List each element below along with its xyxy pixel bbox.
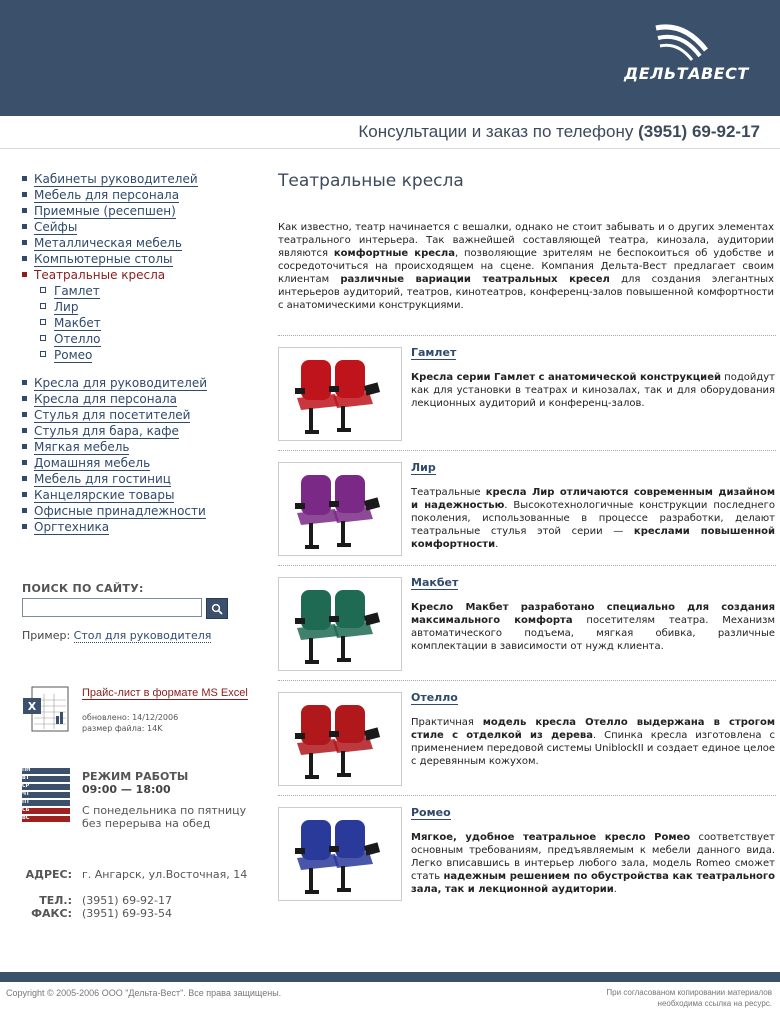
bullet-icon	[22, 176, 27, 181]
weekday-label: ВС	[22, 815, 30, 821]
product-card	[278, 347, 776, 447]
nav-link[interactable]: Кресла для персонала	[34, 392, 177, 406]
nav-link[interactable]: Металлическая мебель	[34, 236, 182, 250]
weekday-label: СБ	[22, 807, 30, 813]
footer-note-line2: необходима ссылка на ресурс.	[657, 999, 772, 1008]
week-calendar-icon	[22, 768, 70, 824]
copyright: Copyright © 2005-2006 ООО "Дельта-Вест". Все права защищены.	[6, 988, 282, 998]
nav-item[interactable]	[22, 423, 252, 439]
product-description	[411, 601, 775, 653]
footer-bar	[0, 972, 780, 982]
search-example-link[interactable]: Стол для руководителя	[73, 629, 212, 642]
bullet-icon	[22, 524, 27, 529]
nav-item[interactable]	[22, 471, 252, 487]
text-segment: модель кресла Отелло выдержана в строгом стиле с отделкой из дерева	[411, 717, 775, 741]
nav-link[interactable]: Стулья для бара, кафе	[34, 424, 179, 438]
bullet-icon	[22, 256, 27, 261]
search-example	[22, 629, 211, 642]
product-description	[411, 831, 775, 896]
text-segment: посетителям театра. Механизм автоматического подъема, мягкая обивка, различные комплектации в зависимости от нужд клиента.	[411, 615, 775, 652]
nav-item[interactable]	[22, 375, 252, 391]
logo-text: ДЕЛЬТАВЕСТ	[624, 64, 749, 83]
product-image[interactable]	[278, 692, 402, 786]
nav-item[interactable]	[22, 283, 252, 299]
nav-link[interactable]: Приемные (ресепшен)	[34, 204, 176, 218]
nav-group-primary	[22, 171, 252, 283]
text-segment: для создания элегантных интерьеров аудиторий, театров, кинотеатров, конференц-залов повышенной комфортности с анатомическими конструкциями.	[278, 274, 774, 311]
nav-link[interactable]: Гамлет	[54, 284, 100, 298]
bullet-icon	[22, 396, 27, 401]
nav-item[interactable]	[22, 219, 252, 235]
nav-link[interactable]: Лир	[54, 300, 79, 314]
price-list-link[interactable]: Прайс-лист в формате MS Excel	[82, 687, 248, 699]
bullet-icon	[40, 319, 46, 325]
product-description	[411, 371, 775, 410]
hours-title: РЕЖИМ РАБОТЫ	[82, 770, 189, 783]
nav-item[interactable]	[22, 203, 252, 219]
nav-link[interactable]: Компьютерные столы	[34, 252, 173, 266]
text-segment: Кресла серии Гамлет с анатомической конструкцией	[411, 372, 721, 383]
nav-item[interactable]	[22, 519, 252, 535]
text-segment: различные вариации театральных кресел	[340, 274, 610, 285]
nav-link[interactable]: Сейфы	[34, 220, 78, 234]
text-segment: Кресло Макбет разработано специально для создания максимального комфорта	[411, 602, 775, 626]
dotted-divider	[278, 795, 776, 796]
product-name-link[interactable]: Макбет	[411, 576, 459, 589]
tel-value: (3951) 69-92-17	[82, 894, 173, 907]
text-segment: Театральные	[411, 487, 486, 498]
nav-link[interactable]: Оргтехника	[34, 520, 110, 534]
weekday-bar	[22, 808, 70, 814]
text-segment: . Спинка кресла изготовлена с применением передовой системы UniblockII и создает единое целое с деревянным кожухом.	[411, 730, 775, 767]
text-segment: кресла Лир отличаются современным дизайном и надежностью	[411, 487, 775, 511]
nav-item[interactable]	[22, 299, 252, 315]
nav-link[interactable]: Театральные кресла	[34, 268, 166, 282]
weekday-label: ПТ	[22, 799, 30, 805]
product-description	[411, 716, 775, 768]
theater-chair-image	[279, 693, 401, 785]
text-segment: .	[495, 539, 499, 550]
hours-note: С понедельника по пятницу без перерыва на обед	[82, 804, 247, 830]
address-value: г. Ангарск, ул.Восточная, 14	[82, 868, 248, 881]
bullet-icon	[22, 460, 27, 465]
dotted-divider	[278, 680, 776, 681]
weekday-label: ВТ	[22, 775, 30, 781]
nav-item[interactable]	[22, 267, 252, 283]
nav-link[interactable]: Кресла для руководителей	[34, 376, 207, 390]
bullet-icon	[22, 492, 27, 497]
address-label: АДРЕС:	[25, 868, 72, 881]
search-input[interactable]	[22, 598, 202, 617]
weekday-bar	[22, 784, 70, 790]
nav-link[interactable]: Кабинеты руководителей	[34, 172, 198, 186]
nav-item[interactable]	[22, 503, 252, 519]
nav-item[interactable]	[22, 439, 252, 455]
bullet-icon	[22, 380, 27, 385]
phone-line	[358, 122, 760, 142]
bullet-icon	[22, 428, 27, 433]
search-example-label: Пример:	[22, 629, 71, 642]
nav-item[interactable]	[22, 331, 252, 347]
bullet-icon	[22, 476, 27, 481]
nav-link[interactable]: Стулья для посетителей	[34, 408, 191, 422]
svg-text:X: X	[27, 700, 37, 713]
bullet-icon	[22, 208, 27, 213]
product-name-link[interactable]: Гамлет	[411, 346, 457, 359]
nav-link[interactable]: Офисные принадлежности	[34, 504, 206, 518]
nav-link[interactable]: Мягкая мебель	[34, 440, 130, 454]
nav-item[interactable]	[22, 455, 252, 471]
product-name-link[interactable]: Ромео	[411, 806, 451, 819]
theater-chair-image	[279, 808, 401, 900]
weekday-bar	[22, 800, 70, 806]
product-card	[278, 577, 776, 677]
product-image[interactable]	[278, 462, 402, 556]
bullet-icon	[22, 192, 27, 197]
text-segment: соответствует основным требованиям, предъявляемым к мебели данного вида. Легко вписавшись в интерьер любого зала, модель Romeo сможет стать	[411, 832, 775, 882]
bullet-icon	[40, 303, 46, 309]
nav-submenu	[22, 283, 252, 363]
weekday-label: ЧТ	[22, 791, 30, 797]
theater-chair-image	[279, 578, 401, 670]
text-segment: Практичная	[411, 717, 483, 728]
bullet-icon	[22, 508, 27, 513]
text-segment: Мягкое, удобное театральное кресло Ромео	[411, 832, 691, 843]
tel-label: ТЕЛ.:	[39, 894, 72, 907]
nav-link[interactable]: Домашняя мебель	[34, 456, 151, 470]
theater-chair-image	[279, 348, 401, 440]
phone-number: (3951) 69-92-17	[638, 122, 760, 141]
product-card	[278, 692, 776, 792]
text-segment: .	[613, 884, 617, 895]
phone-prefix: Консультации и заказ по телефону	[358, 122, 634, 141]
footer-note	[606, 987, 772, 1009]
dotted-divider	[278, 335, 776, 336]
nav-item[interactable]	[22, 391, 252, 407]
weekday-bar	[22, 776, 70, 782]
site-header	[0, 0, 780, 116]
nav-link[interactable]: Ромео	[54, 348, 93, 362]
bullet-icon	[22, 444, 27, 449]
product-image[interactable]	[278, 577, 402, 671]
product-name-link[interactable]: Отелло	[411, 691, 458, 704]
text-segment: креслами повышенной комфортности	[411, 526, 775, 550]
nav-item[interactable]	[22, 235, 252, 251]
search-button[interactable]	[206, 598, 228, 619]
nav-item[interactable]	[22, 347, 252, 363]
nav-item[interactable]	[22, 171, 252, 187]
nav-item[interactable]	[22, 487, 252, 503]
weekday-label: СР	[22, 783, 30, 789]
nav-item[interactable]	[22, 315, 252, 331]
weekday-label: ПН	[22, 767, 31, 773]
product-description	[411, 486, 775, 551]
nav-item[interactable]	[22, 251, 252, 267]
weekday-bar	[22, 768, 70, 774]
product-image[interactable]	[278, 807, 402, 901]
logo-swoosh-icon	[654, 24, 714, 64]
price-list-updated: обновлено: 14/12/2006	[82, 713, 179, 722]
product-image[interactable]	[278, 347, 402, 441]
nav-link[interactable]: Мебель для персонала	[34, 188, 180, 202]
nav-link[interactable]: Канцелярские товары	[34, 488, 175, 502]
product-name-link[interactable]: Лир	[411, 461, 436, 474]
bullet-icon	[40, 335, 46, 341]
dotted-divider	[278, 450, 776, 451]
nav-group-secondary	[22, 375, 252, 535]
bullet-icon	[40, 287, 46, 293]
nav-link[interactable]: Мебель для гостиниц	[34, 472, 171, 486]
price-list-size: размер файла: 14K	[82, 724, 163, 733]
text-segment: , позволяющие зрителям не беспокоиться об удобстве и сосредоточиться на происходящем на сцене. Компания Дельта-Вест предлагает своим клиентам	[278, 248, 774, 285]
divider	[0, 148, 780, 149]
nav-item[interactable]	[22, 187, 252, 203]
nav-item[interactable]	[22, 407, 252, 423]
fax-value: (3951) 69-93-54	[82, 907, 173, 920]
bullet-icon	[40, 351, 46, 357]
page-title: Театральные кресла	[278, 171, 464, 191]
hours-time: 09:00 — 18:00	[82, 783, 171, 796]
bullet-icon	[22, 412, 27, 417]
bullet-icon	[22, 272, 27, 277]
magnifier-icon	[211, 603, 223, 615]
theater-chair-image	[279, 463, 401, 555]
logo[interactable]	[618, 24, 768, 84]
footer-note-line1: При согласованом копировании материалов	[606, 988, 772, 997]
dotted-divider	[278, 565, 776, 566]
text-segment: подойдут как для установки в театрах и кинозалах, так и для оборудования лекционных аудиторий и конференц-залов.	[411, 372, 776, 409]
bullet-icon	[22, 224, 27, 229]
product-card	[278, 807, 776, 907]
weekday-bar	[22, 792, 70, 798]
text-segment: комфортные кресла	[333, 248, 456, 259]
text-segment: . Высокотехнологичные конструкции последнего поколения, использованные в процессе разработки, делают театральные стулья этой серии —	[411, 500, 775, 537]
text-segment: надежным решением по обустройства как театрального зала, так и лекционной аудитории	[411, 871, 775, 895]
excel-file-icon[interactable]	[22, 686, 70, 732]
nav-link[interactable]: Отелло	[54, 332, 101, 346]
price-list-meta	[82, 712, 178, 734]
product-card	[278, 462, 776, 562]
fax-label: ФАКС:	[31, 907, 72, 920]
text-segment: Как известно, театр начинается с вешалки, однако не стоит забывать и о других элементах театрального интерьера. Так важнейшей составляющей театра, кинозала, аудитории являются	[278, 222, 774, 259]
search-title: ПОИСК ПО САЙТУ:	[22, 582, 144, 595]
intro-text	[278, 221, 774, 312]
sidebar-nav	[22, 171, 252, 535]
nav-link[interactable]: Макбет	[54, 316, 101, 330]
bullet-icon	[22, 240, 27, 245]
weekday-bar	[22, 816, 70, 822]
